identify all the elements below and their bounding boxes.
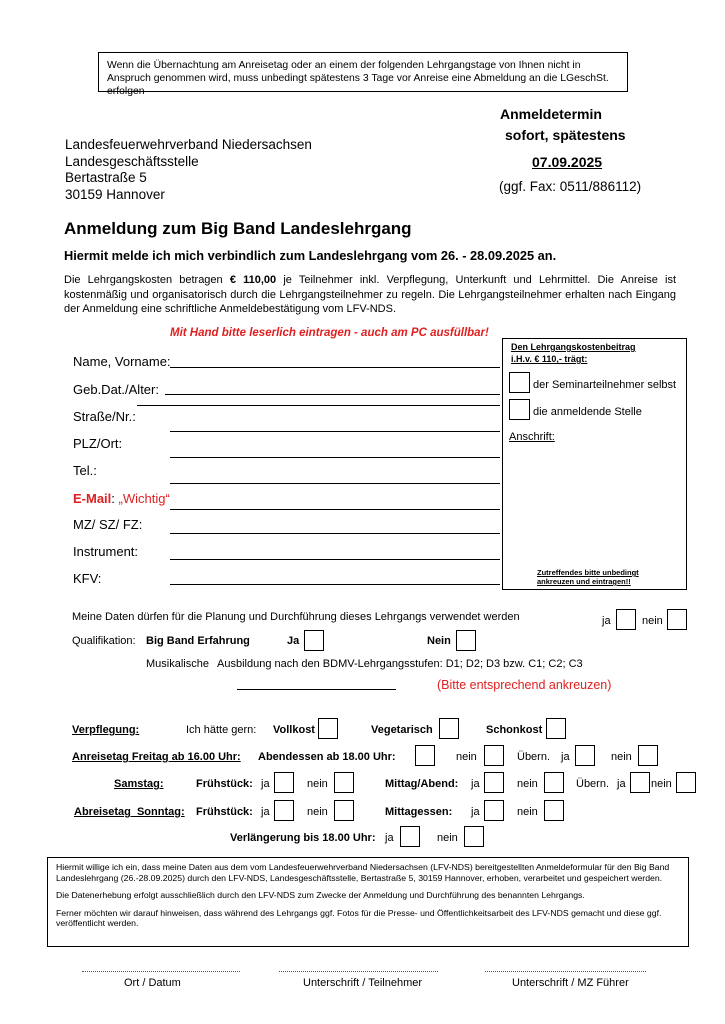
checkbox-schonkost[interactable]	[546, 718, 566, 739]
input-street[interactable]	[137, 405, 500, 406]
checkbox-vegetarisch[interactable]	[439, 718, 459, 739]
payer-box	[502, 338, 687, 590]
saturday-breakfast-ja-label: ja	[261, 778, 270, 790]
checkbox-friday-dinner-nein[interactable]	[484, 745, 504, 766]
address-line-2: Landesgeschäftsstelle	[65, 153, 199, 169]
privacy-paragraph-2: Die Datenerhebung erfolgt ausschließlich durch den LFV-NDS zum Zwecke der Anmeldung und Durchführung des benannten Lehrgangs.	[56, 890, 585, 901]
checkbox-qualification-nein[interactable]	[456, 630, 476, 651]
checkbox-saturday-overnight-ja[interactable]	[630, 772, 650, 793]
payer-footnote-2: ankreuzen und eintragen!!	[537, 577, 631, 586]
signature-line-participant[interactable]	[279, 971, 438, 972]
input-instrument[interactable]	[170, 559, 500, 560]
catering-schonkost-label: Schonkost	[486, 724, 543, 736]
signature-line-place-date[interactable]	[82, 971, 240, 972]
input-name[interactable]	[170, 367, 500, 368]
checkbox-consent-ja[interactable]	[616, 609, 636, 630]
checkbox-saturday-breakfast-ja[interactable]	[274, 772, 294, 793]
checkbox-sunday-breakfast-ja[interactable]	[274, 800, 294, 821]
signature-label-leader: Unterschrift / MZ Führer	[512, 977, 629, 989]
friday-dinner-nein-label: nein	[456, 751, 477, 763]
friday-label: Anreisetag Freitag ab 16.00 Uhr:	[72, 751, 241, 763]
qualification-hint: (Bitte entsprechend ankreuzen)	[437, 678, 612, 692]
sunday-lunch-label: Mittagessen:	[385, 806, 453, 818]
deadline-date: 07.09.2025	[532, 154, 603, 170]
checkbox-saturday-breakfast-nein[interactable]	[334, 772, 354, 793]
catering-vollkost-label: Vollkost	[273, 724, 315, 736]
catering-vegetarisch-label: Vegetarisch	[371, 724, 433, 736]
input-mz-underline[interactable]	[170, 533, 500, 534]
input-mz[interactable]	[170, 509, 500, 510]
sunday-breakfast-nein-label: nein	[307, 806, 328, 818]
checkbox-saturday-lunch-ja[interactable]	[484, 772, 504, 793]
friday-dinner-label: Abendessen ab 18.00 Uhr:	[258, 751, 396, 763]
saturday-overnight-label: Übern.	[576, 778, 610, 790]
saturday-lunch-ja-label: ja	[471, 778, 480, 790]
checkbox-payer-self[interactable]	[509, 372, 530, 393]
saturday-overnight-nein-label: nein	[651, 778, 672, 790]
address-line-4: 30159 Hannover	[65, 186, 165, 202]
catering-label: Verpflegung:	[72, 724, 140, 736]
saturday-breakfast-label: Frühstück:	[196, 778, 253, 790]
musik-label: Musikalische	[146, 658, 209, 670]
deadline-subtitle: sofort, spätestens	[505, 127, 626, 143]
sunday-breakfast-ja-label: ja	[261, 806, 270, 818]
costs-amount: € 110,00	[229, 274, 277, 286]
deadline-title: Anmeldetermin	[500, 106, 602, 122]
musik-text: Ausbildung nach den BDMV-Lehrgangsstufen: D1; D2; D3 bzw. C1; C2; C3	[217, 658, 583, 670]
qualification-ja-label: Ja	[287, 635, 300, 647]
catering-want: Ich hätte gern:	[186, 724, 257, 736]
payer-address-label: Anschrift:	[509, 431, 555, 443]
payer-footnote-1: Zutreffendes bitte unbedingt	[537, 568, 639, 577]
top-notice-box	[98, 52, 628, 97]
sunday-breakfast-label: Frühstück:	[196, 806, 253, 818]
label-instrument: Instrument:	[73, 544, 139, 559]
costs-pre: Die Lehrgangskosten betragen	[64, 274, 230, 286]
page-title: Anmeldung zum Big Band Landeslehrgang	[64, 219, 412, 238]
email-label: E-Mail	[73, 491, 112, 506]
saturday-label: Samstag:	[114, 778, 164, 790]
label-street: Straße/Nr.:	[73, 409, 136, 424]
checkbox-sunday-lunch-ja[interactable]	[484, 800, 504, 821]
handwriting-note: Mit Hand bitte leserlich eintragen - auch am PC ausfüllbar!	[170, 327, 489, 339]
checkbox-consent-nein[interactable]	[667, 609, 687, 630]
address-line-3: Bertastraße 5	[65, 170, 147, 185]
payer-option-station: die anmeldende Stelle	[533, 406, 642, 418]
qualification-label: Qualifikation:	[72, 635, 136, 647]
checkbox-friday-overnight-ja[interactable]	[575, 745, 595, 766]
label-kfv: KFV:	[73, 571, 102, 586]
friday-overnight-nein-label: nein	[611, 751, 632, 763]
input-phone[interactable]	[170, 457, 500, 458]
checkbox-qualification-ja[interactable]	[304, 630, 324, 651]
costs-post: je Teilnehmer inkl. Verpflegung, Unterkunft und Lehrmittel. Die Anreise ist kostenmäßig und organisatorisch durch die Lehrgangsteilnehmer zu regeln. Die Lehrgangsteilnehmer erhalten nach Eingang der Anmeldung eine schriftliche Anmeldebestätigung vom LFV-NDS.	[64, 274, 676, 315]
checkbox-friday-dinner-ja[interactable]	[415, 745, 435, 766]
signature-label-participant: Unterschrift / Teilnehmer	[303, 977, 423, 989]
top-notice-text: Wenn die Übernachtung am Anreisetag oder an einem der folgenden Lehrgangstage von Ihnen nicht in Anspruch genommen wird, muss unbedingt spätestens 3 Tage vor Anreise eine Abmeldung an die LGeschSt. erfolgen	[107, 60, 609, 97]
costs-paragraph	[64, 273, 676, 317]
sunday-lunch-nein-label: nein	[517, 806, 538, 818]
input-kfv[interactable]	[170, 584, 500, 585]
input-birth[interactable]	[165, 394, 500, 395]
label-phone: Tel.:	[73, 463, 97, 478]
saturday-lunch-nein-label: nein	[517, 778, 538, 790]
statement-post: an.	[534, 248, 557, 263]
registration-statement	[64, 248, 556, 263]
statement-dates: 26. - 28.09.2025	[440, 248, 535, 263]
label-city: PLZ/Ort:	[73, 436, 123, 451]
privacy-box	[47, 857, 689, 947]
email-note: „Wichtig“	[114, 491, 170, 506]
input-musik-level[interactable]	[237, 689, 396, 690]
payer-option-self: der Seminarteilnehmer selbst	[533, 379, 677, 391]
signature-line-leader[interactable]	[485, 971, 646, 972]
checkbox-extension-ja[interactable]	[400, 826, 420, 847]
checkbox-sunday-lunch-nein[interactable]	[544, 800, 564, 821]
payer-title: Den Lehrgangskostenbeitrag	[511, 342, 636, 352]
saturday-breakfast-nein-label: nein	[307, 778, 328, 790]
label-email	[73, 491, 170, 506]
qualification-item: Big Band Erfahrung	[146, 635, 250, 647]
payer-subtitle: i.H.v. € 110,- trägt:	[511, 354, 588, 364]
privacy-paragraph-3: Ferner möchten wir darauf hinweisen, dass während des Lehrgangs ggf. Fotos für die Presse- und Öffentlichkeitsarbeit des LFV-NDS gemacht und diese ggf. veröffentlicht werden.	[56, 907, 662, 929]
checkbox-saturday-lunch-nein[interactable]	[544, 772, 564, 793]
saturday-lunch-label: Mittag/Abend:	[385, 778, 459, 790]
checkbox-extension-nein[interactable]	[464, 826, 484, 847]
email-colon: :	[111, 491, 115, 506]
consent-data-text: Meine Daten dürfen für die Planung und Durchführung dieses Lehrgangs verwendet werden	[72, 611, 520, 623]
saturday-overnight-ja-label: ja	[617, 778, 626, 790]
privacy-paragraph-1: Hiermit willige ich ein, dass meine Daten aus dem vom Landesfeuerwehrverband Niedersachsen (LFV-NDS) bereitgestellten Anmeldeformular für den Big Band Landeslehrgang (26.-28.09.2025) durch den LFV-NDS, Landesgeschäftsstelle, Bertastraße 5, 30159 Hannover, erhoben, verarbeitet und gespeichert werden.	[56, 862, 670, 883]
extension-ja-label: ja	[385, 832, 394, 844]
checkbox-sunday-breakfast-nein[interactable]	[334, 800, 354, 821]
extension-label: Verlängerung bis 18.00 Uhr:	[230, 832, 376, 844]
address-line-1: Landesfeuerwehrverband Niedersachsen	[65, 137, 312, 152]
label-name: Name, Vorname:	[73, 354, 171, 369]
input-city[interactable]	[170, 431, 500, 432]
friday-overnight-ja-label: ja	[561, 751, 570, 763]
checkbox-friday-overnight-nein[interactable]	[638, 745, 658, 766]
label-mz: MZ/ SZ/ FZ:	[73, 517, 143, 532]
recipient-address	[65, 137, 312, 203]
label-birth: Geb.Dat./Alter:	[73, 382, 159, 397]
sunday-label: Abreisetag Sonntag:	[74, 806, 185, 818]
consent-nein-label: nein	[642, 615, 663, 627]
checkbox-vollkost[interactable]	[318, 718, 338, 739]
input-email[interactable]	[170, 483, 500, 484]
checkbox-saturday-overnight-nein[interactable]	[676, 772, 696, 793]
consent-ja-label: ja	[602, 615, 611, 627]
deadline-fax: (ggf. Fax: 0511/886112)	[499, 179, 642, 194]
sunday-lunch-ja-label: ja	[471, 806, 480, 818]
extension-nein-label: nein	[437, 832, 458, 844]
qualification-nein-label: Nein	[427, 635, 451, 647]
checkbox-payer-station[interactable]	[509, 399, 530, 420]
friday-overnight-label: Übern.	[517, 751, 551, 763]
signature-label-place-date: Ort / Datum	[124, 977, 181, 989]
statement-pre: Hiermit melde ich mich verbindlich zum Landeslehrgang vom	[64, 248, 441, 263]
